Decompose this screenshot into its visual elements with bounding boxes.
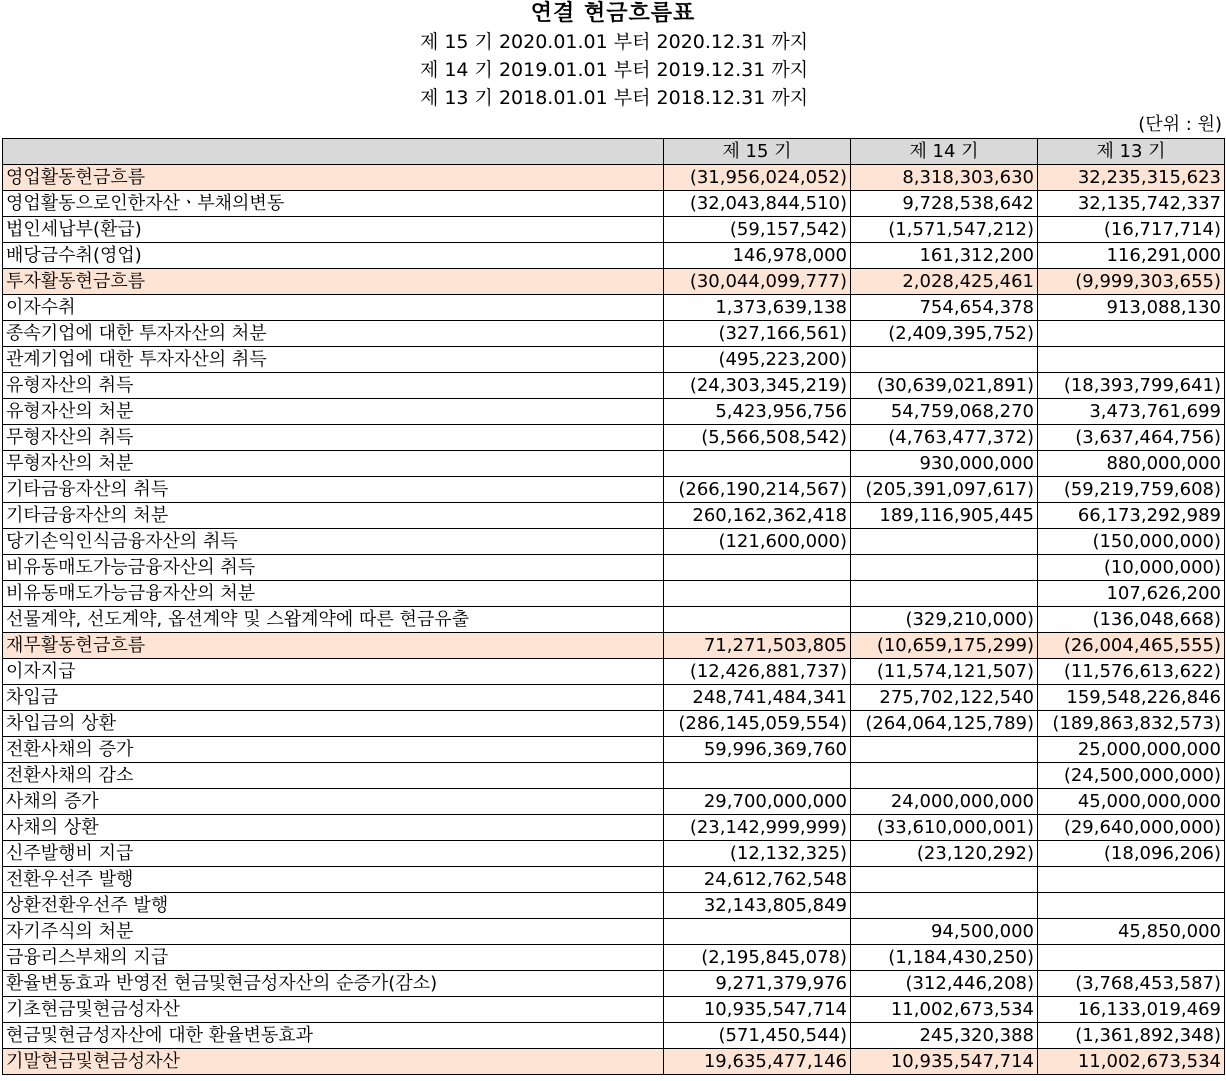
row-value-13: 11,002,673,534 (1038, 1049, 1225, 1075)
row-value-13: (11,576,613,622) (1038, 659, 1225, 685)
row-label: 기타금융자산의 처분 (3, 503, 664, 529)
table-row (3, 711, 1225, 737)
row-label: 법인세납부(환급) (3, 217, 664, 243)
row-value-13: (24,500,000,000) (1038, 763, 1225, 789)
row-value-13: 66,173,292,989 (1038, 503, 1225, 529)
row-value-13: 16,133,019,469 (1038, 997, 1225, 1023)
row-value-15: (495,223,200) (664, 347, 851, 373)
table-row (3, 867, 1225, 893)
row-label: 자기주식의 처분 (3, 919, 664, 945)
header-period-14: 제 14 기 (851, 139, 1038, 165)
row-value-15: 24,612,762,548 (664, 867, 851, 893)
table-row (3, 399, 1225, 425)
table-row (3, 971, 1225, 997)
row-value-14: (23,120,292) (851, 841, 1038, 867)
row-value-14 (851, 763, 1038, 789)
row-value-15: (5,566,508,542) (664, 425, 851, 451)
row-value-14: 161,312,200 (851, 243, 1038, 269)
row-value-14: (264,064,125,789) (851, 711, 1038, 737)
row-label: 투자활동현금흐름 (3, 269, 664, 295)
row-value-14: 10,935,547,714 (851, 1049, 1038, 1075)
table-row (3, 191, 1225, 217)
table-row (3, 269, 1225, 295)
row-value-14: (10,659,175,299) (851, 633, 1038, 659)
row-value-13: 32,135,742,337 (1038, 191, 1225, 217)
row-label: 기말현금및현금성자산 (3, 1049, 664, 1075)
row-value-15 (664, 555, 851, 581)
row-value-14: (11,574,121,507) (851, 659, 1038, 685)
row-value-14 (851, 867, 1038, 893)
table-header-row (3, 139, 1225, 165)
row-value-14: (4,763,477,372) (851, 425, 1038, 451)
row-value-15: (12,132,325) (664, 841, 851, 867)
row-value-13: (16,717,714) (1038, 217, 1225, 243)
row-value-15: 9,271,379,976 (664, 971, 851, 997)
row-label: 선물계약, 선도계약, 옵션계약 및 스왑계약에 따른 현금유출 (3, 607, 664, 633)
row-value-15: 248,741,484,341 (664, 685, 851, 711)
row-value-15: 1,373,639,138 (664, 295, 851, 321)
row-value-13 (1038, 867, 1225, 893)
row-value-15 (664, 607, 851, 633)
row-value-14: (1,571,547,212) (851, 217, 1038, 243)
row-value-15: 71,271,503,805 (664, 633, 851, 659)
row-value-13: (136,048,668) (1038, 607, 1225, 633)
row-value-13: 913,088,130 (1038, 295, 1225, 321)
row-label: 유형자산의 처분 (3, 399, 664, 425)
row-value-14 (851, 893, 1038, 919)
row-label: 비유동매도가능금융자산의 처분 (3, 581, 664, 607)
header-account (3, 139, 664, 165)
row-value-13 (1038, 321, 1225, 347)
row-label: 영업활동현금흐름 (3, 165, 664, 191)
row-value-15: 146,978,000 (664, 243, 851, 269)
row-value-14: (30,639,021,891) (851, 373, 1038, 399)
row-value-14: (329,210,000) (851, 607, 1038, 633)
row-value-13: (3,768,453,587) (1038, 971, 1225, 997)
row-value-14: 189,116,905,445 (851, 503, 1038, 529)
period-line-15: 제 15 기 2020.01.01 부터 2020.12.31 까지 (419, 31, 809, 53)
row-value-14: 754,654,378 (851, 295, 1038, 321)
row-value-13: 45,850,000 (1038, 919, 1225, 945)
row-value-14 (851, 581, 1038, 607)
table-row (3, 893, 1225, 919)
row-value-14: 2,028,425,461 (851, 269, 1038, 295)
row-label: 현금및현금성자산에 대한 환율변동효과 (3, 1023, 664, 1049)
row-label: 당기손익인식금융자산의 취득 (3, 529, 664, 555)
row-label: 사채의 상환 (3, 815, 664, 841)
row-value-14 (851, 347, 1038, 373)
table-row (3, 555, 1225, 581)
row-value-14: (33,610,000,001) (851, 815, 1038, 841)
table-row (3, 373, 1225, 399)
cash-flow-table (2, 138, 1225, 1075)
table-row (3, 581, 1225, 607)
row-label: 영업활동으로인한자산ㆍ부채의변동 (3, 191, 664, 217)
table-row (3, 815, 1225, 841)
row-label: 이자지급 (3, 659, 664, 685)
table-row (3, 789, 1225, 815)
row-value-15: 59,996,369,760 (664, 737, 851, 763)
table-row (3, 295, 1225, 321)
row-value-15: 10,935,547,714 (664, 997, 851, 1023)
row-value-13: 159,548,226,846 (1038, 685, 1225, 711)
row-label: 배당금수취(영업) (3, 243, 664, 269)
row-value-15: 260,162,362,418 (664, 503, 851, 529)
header-period-13: 제 13 기 (1038, 139, 1225, 165)
header-period-15: 제 15 기 (664, 139, 851, 165)
row-label: 종속기업에 대한 투자자산의 처분 (3, 321, 664, 347)
table-row (3, 165, 1225, 191)
row-value-15: (12,426,881,737) (664, 659, 851, 685)
row-value-13: (10,000,000) (1038, 555, 1225, 581)
row-value-15: (24,303,345,219) (664, 373, 851, 399)
table-row (3, 321, 1225, 347)
row-value-15: (32,043,844,510) (664, 191, 851, 217)
row-label: 전환우선주 발행 (3, 867, 664, 893)
table-row (3, 659, 1225, 685)
row-label: 유형자산의 취득 (3, 373, 664, 399)
row-value-13: (29,640,000,000) (1038, 815, 1225, 841)
row-value-13: 32,235,315,623 (1038, 165, 1225, 191)
row-value-15 (664, 581, 851, 607)
row-value-14: (2,409,395,752) (851, 321, 1038, 347)
row-value-13: 107,626,200 (1038, 581, 1225, 607)
table-row (3, 451, 1225, 477)
row-value-13: 45,000,000,000 (1038, 789, 1225, 815)
row-value-15: (2,195,845,078) (664, 945, 851, 971)
table-row (3, 633, 1225, 659)
row-label: 금융리스부채의 지급 (3, 945, 664, 971)
row-value-13: (18,393,799,641) (1038, 373, 1225, 399)
statement-title: 연결 현금흐름표 (530, 1, 696, 26)
row-value-15: (571,450,544) (664, 1023, 851, 1049)
row-label: 신주발행비 지급 (3, 841, 664, 867)
row-label: 무형자산의 취득 (3, 425, 664, 451)
row-value-14: 930,000,000 (851, 451, 1038, 477)
table-row (3, 841, 1225, 867)
row-value-15: 5,423,956,756 (664, 399, 851, 425)
row-value-13: 880,000,000 (1038, 451, 1225, 477)
table-row (3, 425, 1225, 451)
row-value-13: (189,863,832,573) (1038, 711, 1225, 737)
row-value-15: (59,157,542) (664, 217, 851, 243)
row-value-13 (1038, 347, 1225, 373)
row-value-15: (30,044,099,777) (664, 269, 851, 295)
row-label: 전환사채의 감소 (3, 763, 664, 789)
row-value-14: 54,759,068,270 (851, 399, 1038, 425)
row-value-13: (9,999,303,655) (1038, 269, 1225, 295)
row-value-14: (205,391,097,617) (851, 477, 1038, 503)
row-value-14: 24,000,000,000 (851, 789, 1038, 815)
row-value-15: (266,190,214,567) (664, 477, 851, 503)
row-value-15: (31,956,024,052) (664, 165, 851, 191)
row-value-14: 8,318,303,630 (851, 165, 1038, 191)
row-label: 재무활동현금흐름 (3, 633, 664, 659)
row-label: 환율변동효과 반영전 현금및현금성자산의 순증가(감소) (3, 971, 664, 997)
row-value-15: (23,142,999,999) (664, 815, 851, 841)
row-label: 이자수취 (3, 295, 664, 321)
row-value-13: (1,361,892,348) (1038, 1023, 1225, 1049)
row-label: 관계기업에 대한 투자자산의 취득 (3, 347, 664, 373)
row-value-13: 25,000,000,000 (1038, 737, 1225, 763)
row-value-14: (1,184,430,250) (851, 945, 1038, 971)
unit-label: (단위 : 원) (1138, 114, 1222, 135)
row-value-13 (1038, 945, 1225, 971)
table-row (3, 919, 1225, 945)
row-value-14: 94,500,000 (851, 919, 1038, 945)
table-row (3, 1023, 1225, 1049)
row-label: 기초현금및현금성자산 (3, 997, 664, 1023)
table-row (3, 607, 1225, 633)
row-value-15 (664, 451, 851, 477)
row-value-15: 32,143,805,849 (664, 893, 851, 919)
period-line-14: 제 14 기 2019.01.01 부터 2019.12.31 까지 (419, 59, 809, 81)
row-label: 비유동매도가능금융자산의 취득 (3, 555, 664, 581)
row-value-15: 29,700,000,000 (664, 789, 851, 815)
row-value-14: 245,320,388 (851, 1023, 1038, 1049)
row-value-14 (851, 737, 1038, 763)
row-label: 차입금 (3, 685, 664, 711)
row-value-13: (3,637,464,756) (1038, 425, 1225, 451)
row-value-15: 19,635,477,146 (664, 1049, 851, 1075)
table-row (3, 1049, 1225, 1075)
row-value-14 (851, 529, 1038, 555)
table-body (3, 165, 1225, 1075)
table-row (3, 477, 1225, 503)
row-value-13: (18,096,206) (1038, 841, 1225, 867)
table-row (3, 945, 1225, 971)
table-row (3, 503, 1225, 529)
statement-header (0, 0, 1226, 112)
table-row (3, 763, 1225, 789)
row-value-13: (150,000,000) (1038, 529, 1225, 555)
table-row (3, 737, 1225, 763)
table-row (3, 243, 1225, 269)
table-row (3, 347, 1225, 373)
row-value-13: 116,291,000 (1038, 243, 1225, 269)
table-row (3, 685, 1225, 711)
row-value-14: 11,002,673,534 (851, 997, 1038, 1023)
row-label: 차입금의 상환 (3, 711, 664, 737)
row-value-14: 275,702,122,540 (851, 685, 1038, 711)
row-value-14: (312,446,208) (851, 971, 1038, 997)
row-label: 상환전환우선주 발행 (3, 893, 664, 919)
row-label: 무형자산의 처분 (3, 451, 664, 477)
row-value-13: 3,473,761,699 (1038, 399, 1225, 425)
period-line-13: 제 13 기 2018.01.01 부터 2018.12.31 까지 (419, 87, 809, 109)
row-value-13 (1038, 893, 1225, 919)
table-row (3, 529, 1225, 555)
row-value-15: (121,600,000) (664, 529, 851, 555)
row-value-15 (664, 919, 851, 945)
row-value-15: (286,145,059,554) (664, 711, 851, 737)
row-value-14: 9,728,538,642 (851, 191, 1038, 217)
row-label: 기타금융자산의 취득 (3, 477, 664, 503)
table-row (3, 217, 1225, 243)
row-value-15 (664, 763, 851, 789)
row-value-13: (59,219,759,608) (1038, 477, 1225, 503)
row-value-14 (851, 555, 1038, 581)
table-row (3, 997, 1225, 1023)
row-value-15: (327,166,561) (664, 321, 851, 347)
row-label: 전환사채의 증가 (3, 737, 664, 763)
row-value-13: (26,004,465,555) (1038, 633, 1225, 659)
row-label: 사채의 증가 (3, 789, 664, 815)
